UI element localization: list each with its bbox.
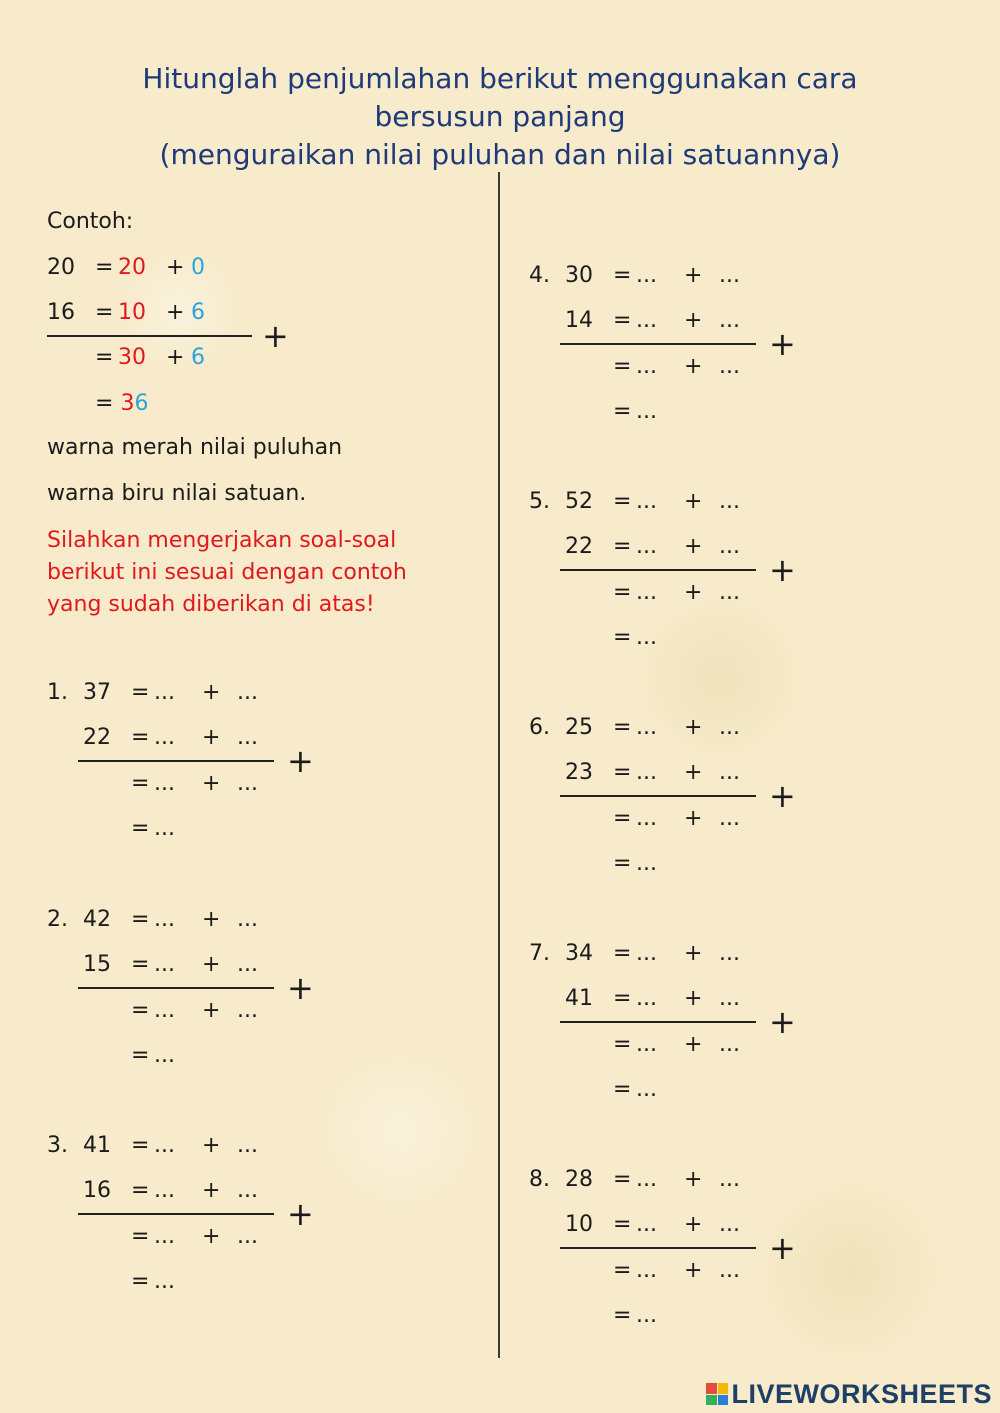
tens-answer-blank[interactable]: ...: [636, 1032, 657, 1057]
blank-plus: +: [202, 725, 221, 750]
example-row-1-ones: 0: [191, 255, 205, 280]
tens-answer-blank[interactable]: ...: [636, 1258, 657, 1283]
plus-sign: +: [769, 325, 796, 363]
total-answer-blank[interactable]: ...: [636, 1303, 657, 1328]
example-row-4-equals: =: [95, 391, 114, 416]
example-row-1-plus: +: [166, 255, 185, 280]
problem-second-number: 22: [83, 725, 111, 750]
blank-plus: +: [684, 806, 703, 831]
ones-answer-blank[interactable]: ...: [719, 489, 740, 514]
example-sum-line: [47, 335, 252, 337]
logo-square-3: [706, 1395, 717, 1406]
problem-first-number: 41: [83, 1133, 111, 1158]
ones-answer-blank[interactable]: ...: [237, 1224, 258, 1249]
problem-index: 2.: [47, 907, 68, 932]
problem-first-number: 30: [565, 263, 593, 288]
tens-answer-blank[interactable]: ...: [636, 760, 657, 785]
problem-index: 8.: [529, 1167, 550, 1192]
example-row-1-tens: 20: [118, 255, 146, 280]
ones-answer-blank[interactable]: ...: [719, 986, 740, 1011]
blank-plus: +: [202, 998, 221, 1023]
ones-answer-blank[interactable]: ...: [719, 534, 740, 559]
logo-square-4: [718, 1395, 729, 1406]
blank-plus: +: [684, 308, 703, 333]
blank-equals: =: [131, 907, 150, 932]
note-blue-meaning: warna biru nilai satuan.: [47, 481, 307, 506]
blank-equals: =: [613, 806, 632, 831]
plus-sign: +: [287, 1195, 314, 1233]
ones-answer-blank[interactable]: ...: [237, 1133, 258, 1158]
problem-index: 3.: [47, 1133, 68, 1158]
blank-plus: +: [684, 715, 703, 740]
total-answer-blank[interactable]: ...: [154, 816, 175, 841]
problem-7: [529, 939, 796, 1139]
problem-second-number: 10: [565, 1212, 593, 1237]
blank-equals: =: [613, 1167, 632, 1192]
problem-first-number: 34: [565, 941, 593, 966]
tens-answer-blank[interactable]: ...: [154, 771, 175, 796]
sum-line: [560, 343, 756, 345]
ones-answer-blank[interactable]: ...: [719, 941, 740, 966]
instruction-line-3: yang sudah diberikan di atas!: [47, 592, 375, 617]
ones-answer-blank[interactable]: ...: [237, 725, 258, 750]
problem-3: [47, 1131, 314, 1331]
problem-second-number: 15: [83, 952, 111, 977]
problem-first-number: 28: [565, 1167, 593, 1192]
column-divider: [498, 172, 500, 1358]
sum-line: [560, 1021, 756, 1023]
ones-answer-blank[interactable]: ...: [719, 1258, 740, 1283]
plus-sign: +: [287, 742, 314, 780]
ones-answer-blank[interactable]: ...: [237, 952, 258, 977]
blank-plus: +: [202, 680, 221, 705]
title-line-2: bersusun panjang: [374, 100, 626, 133]
ones-answer-blank[interactable]: ...: [719, 806, 740, 831]
tens-answer-blank[interactable]: ...: [636, 308, 657, 333]
total-answer-blank[interactable]: ...: [154, 1043, 175, 1068]
ones-answer-blank[interactable]: ...: [237, 907, 258, 932]
sum-line: [560, 569, 756, 571]
example-row-2-plus: +: [166, 300, 185, 325]
problem-index: 7.: [529, 941, 550, 966]
example-row-1-number: 20: [47, 255, 75, 280]
ones-answer-blank[interactable]: ...: [719, 1167, 740, 1192]
sum-line: [560, 1247, 756, 1249]
example-row-2-tens: 10: [118, 300, 146, 325]
problem-second-number: 14: [565, 308, 593, 333]
ones-answer-blank[interactable]: ...: [719, 308, 740, 333]
page-title: [0, 60, 1000, 174]
blank-plus: +: [684, 1167, 703, 1192]
blank-equals: =: [131, 725, 150, 750]
problem-second-number: 41: [565, 986, 593, 1011]
problem-first-number: 37: [83, 680, 111, 705]
blank-plus: +: [684, 263, 703, 288]
sum-line: [78, 760, 274, 762]
blank-plus: +: [202, 1133, 221, 1158]
blank-plus: +: [202, 1178, 221, 1203]
example-row-2-number: 16: [47, 300, 75, 325]
blank-equals: =: [131, 998, 150, 1023]
blank-plus: +: [684, 986, 703, 1011]
tens-answer-blank[interactable]: ...: [154, 680, 175, 705]
blank-equals: =: [613, 534, 632, 559]
blank-equals: =: [613, 986, 632, 1011]
blank-equals: =: [613, 715, 632, 740]
blank-plus: +: [684, 534, 703, 559]
blank-plus: +: [684, 1258, 703, 1283]
ones-answer-blank[interactable]: ...: [719, 760, 740, 785]
blank-equals: =: [613, 851, 632, 876]
problem-index: 4.: [529, 263, 550, 288]
tens-answer-blank[interactable]: ...: [636, 489, 657, 514]
problem-index: 6.: [529, 715, 550, 740]
plus-sign: +: [769, 551, 796, 589]
tens-answer-blank[interactable]: ...: [154, 725, 175, 750]
tens-answer-blank[interactable]: ...: [154, 952, 175, 977]
instruction-text: [47, 525, 407, 621]
problem-1: [47, 678, 314, 878]
tens-answer-blank[interactable]: ...: [636, 715, 657, 740]
blank-plus: +: [202, 952, 221, 977]
sum-line: [560, 795, 756, 797]
blank-equals: =: [613, 1032, 632, 1057]
ones-answer-blank[interactable]: ...: [719, 715, 740, 740]
example-row-3-plus: +: [166, 345, 185, 370]
ones-answer-blank[interactable]: ...: [719, 263, 740, 288]
tens-answer-blank[interactable]: ...: [636, 534, 657, 559]
blank-equals: =: [131, 1133, 150, 1158]
blank-plus: +: [684, 1212, 703, 1237]
blank-plus: +: [202, 907, 221, 932]
ones-answer-blank[interactable]: ...: [719, 1212, 740, 1237]
sum-line: [78, 987, 274, 989]
ones-answer-blank[interactable]: ...: [237, 1178, 258, 1203]
blank-equals: =: [613, 625, 632, 650]
ones-answer-blank[interactable]: ...: [719, 354, 740, 379]
ones-answer-blank[interactable]: ...: [237, 998, 258, 1023]
ones-answer-blank[interactable]: ...: [719, 580, 740, 605]
tens-answer-blank[interactable]: ...: [154, 1133, 175, 1158]
example-row-4-ones: 6: [134, 391, 149, 416]
sum-line: [78, 1213, 274, 1215]
problem-second-number: 23: [565, 760, 593, 785]
total-answer-blank[interactable]: ...: [636, 625, 657, 650]
example-row-4: [95, 389, 148, 419]
tens-answer-blank[interactable]: ...: [154, 907, 175, 932]
plus-sign: +: [769, 777, 796, 815]
example-label: Contoh:: [47, 209, 134, 234]
blank-equals: =: [131, 1043, 150, 1068]
blank-equals: =: [131, 1269, 150, 1294]
blank-plus: +: [684, 354, 703, 379]
plus-sign: +: [769, 1003, 796, 1041]
blank-plus: +: [684, 760, 703, 785]
example-row-3-tens: 30: [118, 345, 146, 370]
instruction-line-2: berikut ini sesuai dengan contoh: [47, 560, 407, 585]
total-answer-blank[interactable]: ...: [636, 1077, 657, 1102]
tens-answer-blank[interactable]: ...: [636, 1212, 657, 1237]
problem-second-number: 22: [565, 534, 593, 559]
blank-equals: =: [613, 399, 632, 424]
example-row-2-ones: 6: [191, 300, 205, 325]
problem-2: [47, 905, 314, 1105]
tens-answer-blank[interactable]: ...: [636, 986, 657, 1011]
blank-equals: =: [613, 1077, 632, 1102]
tens-answer-blank[interactable]: ...: [636, 806, 657, 831]
plus-sign: +: [769, 1229, 796, 1267]
problem-4: [529, 261, 796, 461]
blank-plus: +: [684, 580, 703, 605]
blank-equals: =: [613, 1303, 632, 1328]
plus-sign: +: [287, 969, 314, 1007]
blank-equals: =: [613, 308, 632, 333]
example-plus-sign: +: [262, 317, 289, 355]
problem-8: [529, 1165, 796, 1365]
blank-equals: =: [613, 354, 632, 379]
tens-answer-blank[interactable]: ...: [154, 1178, 175, 1203]
tens-answer-blank[interactable]: ...: [154, 998, 175, 1023]
problem-first-number: 42: [83, 907, 111, 932]
total-answer-blank[interactable]: ...: [154, 1269, 175, 1294]
tens-answer-blank[interactable]: ...: [636, 580, 657, 605]
total-answer-blank[interactable]: ...: [636, 851, 657, 876]
blank-equals: =: [613, 489, 632, 514]
blank-equals: =: [131, 816, 150, 841]
blank-plus: +: [684, 489, 703, 514]
title-line-3: (menguraikan nilai puluhan dan nilai satuannya): [159, 138, 841, 171]
note-red-meaning: warna merah nilai puluhan: [47, 435, 343, 460]
example-row-4-tens: 3: [120, 391, 135, 416]
example-row-3-equals: =: [95, 345, 114, 370]
tens-answer-blank[interactable]: ...: [154, 1224, 175, 1249]
blank-equals: =: [131, 680, 150, 705]
problem-second-number: 16: [83, 1178, 111, 1203]
blank-equals: =: [613, 760, 632, 785]
blank-plus: +: [202, 1224, 221, 1249]
logo-square-1: [706, 1383, 717, 1394]
liveworksheets-logo: [706, 1379, 992, 1409]
problem-first-number: 25: [565, 715, 593, 740]
blank-equals: =: [131, 952, 150, 977]
example-row-2-equals: =: [95, 300, 114, 325]
blank-equals: =: [613, 263, 632, 288]
tens-answer-blank[interactable]: ...: [636, 941, 657, 966]
tens-answer-blank[interactable]: ...: [636, 263, 657, 288]
problem-6: [529, 713, 796, 913]
total-answer-blank[interactable]: ...: [636, 399, 657, 424]
tens-answer-blank[interactable]: ...: [636, 354, 657, 379]
blank-equals: =: [613, 941, 632, 966]
title-line-1: Hitunglah penjumlahan berikut menggunakan cara: [142, 62, 858, 95]
blank-plus: +: [202, 771, 221, 796]
tens-answer-blank[interactable]: ...: [636, 1167, 657, 1192]
instruction-line-1: Silahkan mengerjakan soal-soal: [47, 528, 397, 553]
ones-answer-blank[interactable]: ...: [719, 1032, 740, 1057]
liveworksheets-wordmark: LIVEWORKSHEETS: [731, 1378, 992, 1409]
ones-answer-blank[interactable]: ...: [237, 680, 258, 705]
problem-5: [529, 487, 796, 687]
blank-equals: =: [613, 580, 632, 605]
blank-plus: +: [684, 1032, 703, 1057]
blank-equals: =: [613, 1258, 632, 1283]
ones-answer-blank[interactable]: ...: [237, 771, 258, 796]
example-row-3-ones: 6: [191, 345, 205, 370]
blank-plus: +: [684, 941, 703, 966]
blank-equals: =: [613, 1212, 632, 1237]
example-row-1-equals: =: [95, 255, 114, 280]
logo-square-2: [718, 1383, 729, 1394]
blank-equals: =: [131, 1224, 150, 1249]
problem-first-number: 52: [565, 489, 593, 514]
liveworksheets-icon: [706, 1383, 728, 1405]
blank-equals: =: [131, 771, 150, 796]
problem-index: 5.: [529, 489, 550, 514]
blank-equals: =: [131, 1178, 150, 1203]
problem-index: 1.: [47, 680, 68, 705]
